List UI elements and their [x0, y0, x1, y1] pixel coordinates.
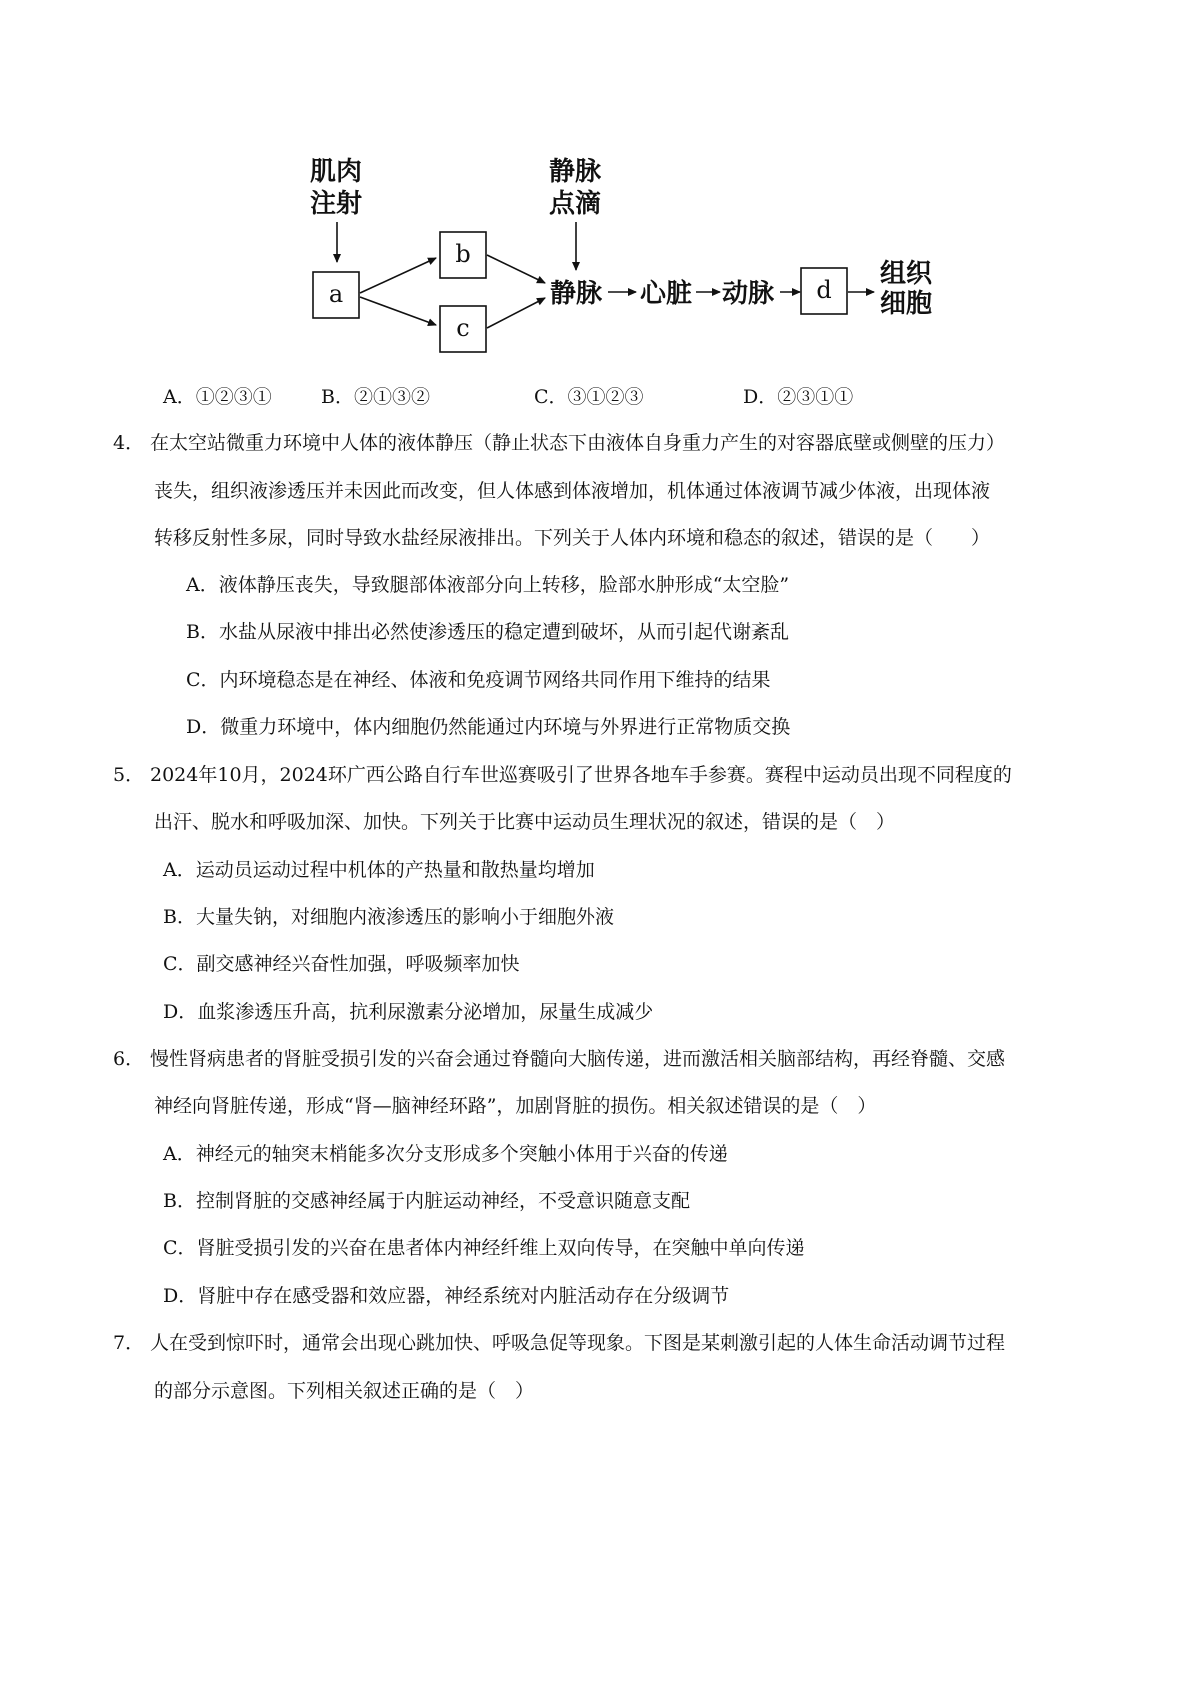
iv-drip-label-2: 点滴: [549, 189, 602, 219]
q6-option-b: B．控制肾脏的交感神经属于内脏运动神经，不受意识随意支配: [163, 1190, 690, 1212]
q7-stem-line-2: 的部分示意图。下列相关叙述正确的是（ ）: [154, 1380, 535, 1402]
q6-number: 6．: [113, 1048, 145, 1070]
box-a-label: a: [328, 280, 344, 308]
arrow-b-to-vein: [487, 255, 545, 283]
heart-label: 心脏: [640, 279, 693, 309]
arrow-a-to-c: [360, 297, 436, 325]
q4-option-a: A．液体静压丧失，导致腿部体液部分向上转移，脸部水肿形成“太空脸”: [186, 574, 790, 596]
q6-option-d: D．肾脏中存在感受器和效应器，神经系统对内脏活动存在分级调节: [163, 1285, 730, 1307]
iv-drip-label-1: 静脉: [549, 157, 602, 187]
q4-number: 4．: [113, 432, 145, 454]
arrow-c-to-vein: [487, 298, 545, 328]
artery-label: 动脉: [722, 279, 775, 309]
q4-stem-line-1: 在太空站微重力环境中人体的液体静压（静止状态下由液体自身重力产生的对容器底壁或侧壁的压力）: [150, 432, 1006, 454]
box-c-label: c: [456, 314, 470, 342]
q3-option-d: D．②③①①: [743, 386, 854, 408]
q5-number: 5．: [113, 764, 145, 786]
vein-label: 静脉: [550, 279, 603, 309]
tissue-cells-label-2: 细胞: [880, 289, 933, 319]
q3-option-a: A．①②③①: [163, 386, 272, 408]
muscle-injection-label-1: 肌肉: [310, 157, 363, 187]
q7-stem-line-1: 人在受到惊吓时，通常会出现心跳加快、呼吸急促等现象。下图是某刺激引起的人体生命活动调节过程: [150, 1332, 1006, 1354]
q3-option-b: B．②①③②: [321, 386, 430, 408]
box-b-label: b: [455, 240, 471, 268]
q4-stem-line-3: 转移反射性多尿，同时导致水盐经尿液排出。下列关于人体内环境和稳态的叙述，错误的是（ ）: [154, 527, 991, 549]
q4-option-b: B．水盐从尿液中排出必然使渗透压的稳定遭到破坏，从而引起代谢紊乱: [186, 621, 789, 643]
q3-option-c: C．③①②③: [534, 386, 644, 408]
q5-option-d: D．血浆渗透压升高，抗利尿激素分泌增加，尿量生成减少: [163, 1001, 654, 1023]
q7-number: 7．: [113, 1332, 145, 1354]
muscle-injection-label-2: 注射: [310, 189, 363, 219]
tissue-cells-label-1: 组织: [880, 259, 933, 289]
q6-stem-line-2: 神经向肾脏传递，形成“肾—脑神经环路”，加剧肾脏的损伤。相关叙述错误的是（ ）: [154, 1095, 877, 1117]
q6-option-a: A．神经元的轴突末梢能多次分支形成多个突触小体用于兴奋的传递: [163, 1143, 728, 1165]
arrow-a-to-b: [360, 258, 436, 293]
q6-stem-line-1: 慢性肾病患者的肾脏受损引发的兴奋会通过脊髓向大脑传递，进而激活相关脑部结构，再经脊髓、交感: [150, 1048, 1006, 1070]
q5-stem-line-1: 2024年10月，2024环广西公路自行车世巡赛吸引了世界各地车手参赛。赛程中运动员出现不同程度的: [150, 764, 1012, 786]
q4-option-c: C．内环境稳态是在神经、体液和免疫调节网络共同作用下维持的结果: [186, 669, 771, 691]
box-d-label: d: [816, 276, 832, 304]
q6-option-c: C．肾脏受损引发的兴奋在患者体内神经纤维上双向传导，在突触中单向传递: [163, 1237, 805, 1259]
q5-option-b: B．大量失钠，对细胞内液渗透压的影响小于细胞外液: [163, 906, 614, 928]
q5-option-c: C．副交感神经兴奋性加强，呼吸频率加快: [163, 953, 520, 975]
q4-option-d: D．微重力环境中，体内细胞仍然能通过内环境与外界进行正常物质交换: [186, 716, 791, 738]
body-fluid-flow-diagram: [0, 0, 1200, 380]
q5-stem-line-2: 出汗、脱水和呼吸加深、加快。下列关于比赛中运动员生理状况的叙述，错误的是（ ）: [154, 811, 896, 833]
q4-stem-line-2: 丧失，组织液渗透压并未因此而改变，但人体感到体液增加，机体通过体液调节减少体液，出现体液: [154, 480, 991, 502]
q5-option-a: A．运动员运动过程中机体的产热量和散热量均增加: [163, 859, 595, 881]
